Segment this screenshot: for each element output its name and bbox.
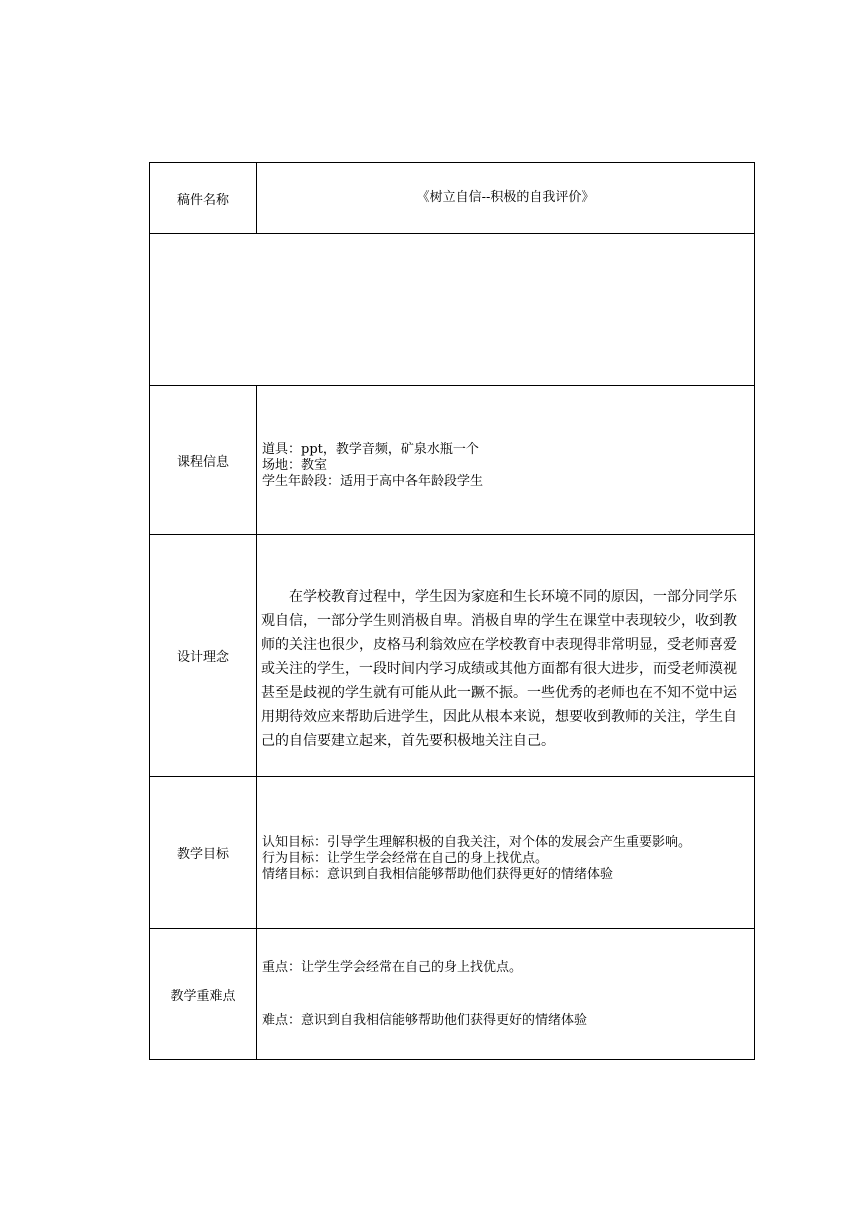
- goals-list: [257, 823, 754, 883]
- manuscript-title: 《树立自信--积极的自我评价》: [416, 190, 595, 205]
- empty-cell: [150, 234, 755, 386]
- goal-line: 行为目标：让学生学会经常在自己的身上找优点。: [262, 850, 549, 866]
- key-difficult-label: 教学重难点: [150, 929, 257, 1060]
- goals-row: [150, 777, 755, 929]
- manuscript-label: 稿件名称: [150, 163, 257, 234]
- course-info-line: 道具：ppt，教学音频，矿泉水瓶一个: [262, 442, 479, 457]
- design-label: 设计理念: [150, 535, 257, 777]
- course-info-list: [257, 430, 754, 490]
- goal-line: 认知目标：引导学生理解积极的自我关注，对个体的发展会产生重要影响。: [262, 834, 692, 850]
- design-row: [150, 535, 755, 777]
- lesson-plan-table: [149, 162, 755, 1060]
- course-info-line: 学生年龄段：适用于高中各年龄段学生: [262, 474, 484, 489]
- course-info-label: 课程信息: [150, 386, 257, 535]
- key-difficult-row: [150, 929, 755, 1060]
- manuscript-row: [150, 163, 755, 234]
- course-info-row: [150, 386, 755, 535]
- key-point: 重点：让学生学会经常在自己的身上找优点。: [262, 959, 523, 975]
- empty-row: [150, 234, 755, 386]
- course-info-line: 场地：教室: [262, 458, 328, 473]
- goals-label: 教学目标: [150, 777, 257, 929]
- goal-line: 情绪目标：意识到自我相信能够帮助他们获得更好的情绪体验: [262, 866, 614, 882]
- difficult-point: 难点：意识到自我相信能够帮助他们获得更好的情绪体验: [262, 1012, 588, 1028]
- design-paragraph: 在学校教育过程中，学生因为家庭和生长环境不同的原因，一部分同学乐观自信，一部分学生则消极自卑。消极自卑的学生在课堂中表现较少，收到教师的关注也很少，皮格马利翁效应在学校教育中表现得非常明显，受老师喜爱或关注的学生，一段时间内学习成绩或其他方面都有很大进步，而受老师漠视甚至是歧视的学生就有可能从此一蹶不振。一些优秀的老师也在不知不觉中运用期待效应来帮助后进学生，因此从根本来说，想要收到教师的关注，学生自己的自信要建立起来，首先要积极地关注自己。: [261, 589, 737, 749]
